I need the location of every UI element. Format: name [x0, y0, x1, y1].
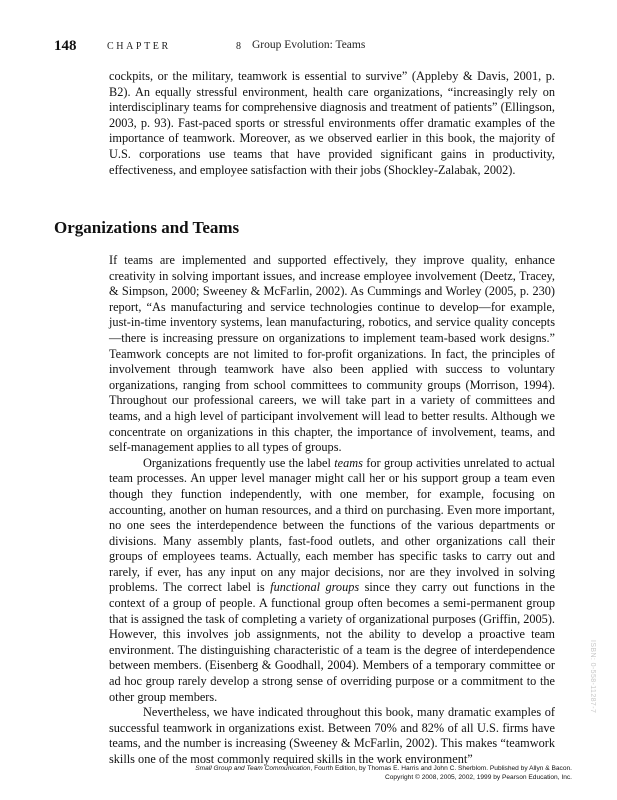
running-header	[54, 38, 574, 58]
paragraph-2-part-b: for group activities unrelated to actual team processes. An upper level manager might call her or his support group a team even though they function independently, with one member, for example, focusing on accounting, another on human resources, and a third on purchasing. Even more important, no one sees the interdependence between the functions of the various departments or divisions. Many assembly plants, fast-food outlets, and other organizations call their groups of employees teams. Actually, each member has specific tasks to carry out and rarely, if ever, has any input on any major decisions, nor are they involved in solving problems. The correct label is	[109, 455, 555, 595]
chapter-number: 8	[236, 41, 241, 52]
term-teams: teams	[334, 455, 363, 470]
intro-paragraph: cockpits, or the military, teamwork is essential to survive” (Appleby & Davis, 2001, p. B2). An equally stressful environment, health care organizations, “increasingly rely on interdisciplinary teams for comprehensive diagnosis and treatment of patients” (Ellingson, 2003, p. 93). Fast-paced sports or stressful environments offer dramatic examples of the importance of teamwork. Moreover, as we observed earlier in this book, the majority of U.S. corporations use teams that have provided significant gains in productivity, effectiveness, and employee satisfaction with their jobs (Shockley-Zalabak, 2002).	[109, 69, 555, 177]
paragraph-2	[109, 456, 555, 706]
page-number: 148	[54, 38, 77, 54]
section-text-block	[109, 253, 555, 768]
footer-edition-info: , Fourth Edition, by Thomas E. Harris and John C. Sherblom. Published by Allyn & Bacon.	[310, 765, 572, 772]
footer-line-1	[160, 765, 572, 774]
paragraph-3: Nevertheless, we have indicated throughout this book, many dramatic examples of successful teamwork in organizations exist. Between 70% and 82% of all U.S. firms have teams, and the number is increasing (Sweeney & McFarlin, 2002). This makes “teamwork skills one of the most commonly required skills in the work environment”	[109, 705, 555, 766]
footer-book-title: Small Group and Team Communication	[195, 765, 311, 772]
intro-text-block	[109, 69, 555, 178]
footer-line-2: Copyright © 2008, 2005, 2002, 1999 by Pearson Education, Inc.	[384, 773, 572, 781]
paragraph-2-part-a: Organizations frequently use the label	[143, 455, 335, 470]
paragraph-1: If teams are implemented and supported effectively, they improve quality, enhance creativity in solving important issues, and increase employee involvement (Deetz, Tracey, & Simpson, 2000; Sweeney & McFarlin, 2002). As Cummings and Worley (2005, p. 230) report, “As manufacturing and service technologies continue to develop—for example, just-in-time inventory systems, lean manufacturing, robotics, and service quality concepts—there is increasing pressure on organizations to implement team-based work designs.” Teamwork concepts are not limited to for-profit organizations. In fact, the principles of involvement through teamwork have also been applied with success to voluntary organizations, ranging from school committees to community groups (Morrison, 1994). Throughout our professional careers, we will take part in a variety of committees and teams, and a high level of participant involvement will lead to better results. Although we concentrate on organizations in this chapter, the importance of involvement, teams, and self-management applies to all types of groups.	[109, 253, 555, 455]
section-heading: Organizations and Teams	[54, 218, 240, 237]
term-functional-groups: functional groups	[270, 580, 360, 595]
footer-copyright	[160, 765, 572, 782]
paragraph-2-part-c: since they carry out functions in the context of a group of people. A functional group often becomes a semi-permanent group that is assigned the task of completing a variety of organizational purposes (Griffin, 2005). However, this involves job assignments, not the ability to develop a proactive team environment. The distinguishing characteristic of a team is the degree of interdependence between members. (Eisenberg & Goodhall, 2004). Members of a temporary committee or ad hoc group rarely develop a strong sense of overriding purpose or a commitment to the other group members.	[109, 580, 555, 704]
chapter-title: Group Evolution: Teams	[252, 39, 366, 51]
margin-isbn: ISBN: 0-558-11287-7	[589, 640, 596, 714]
chapter-label: CHAPTER	[107, 41, 171, 52]
